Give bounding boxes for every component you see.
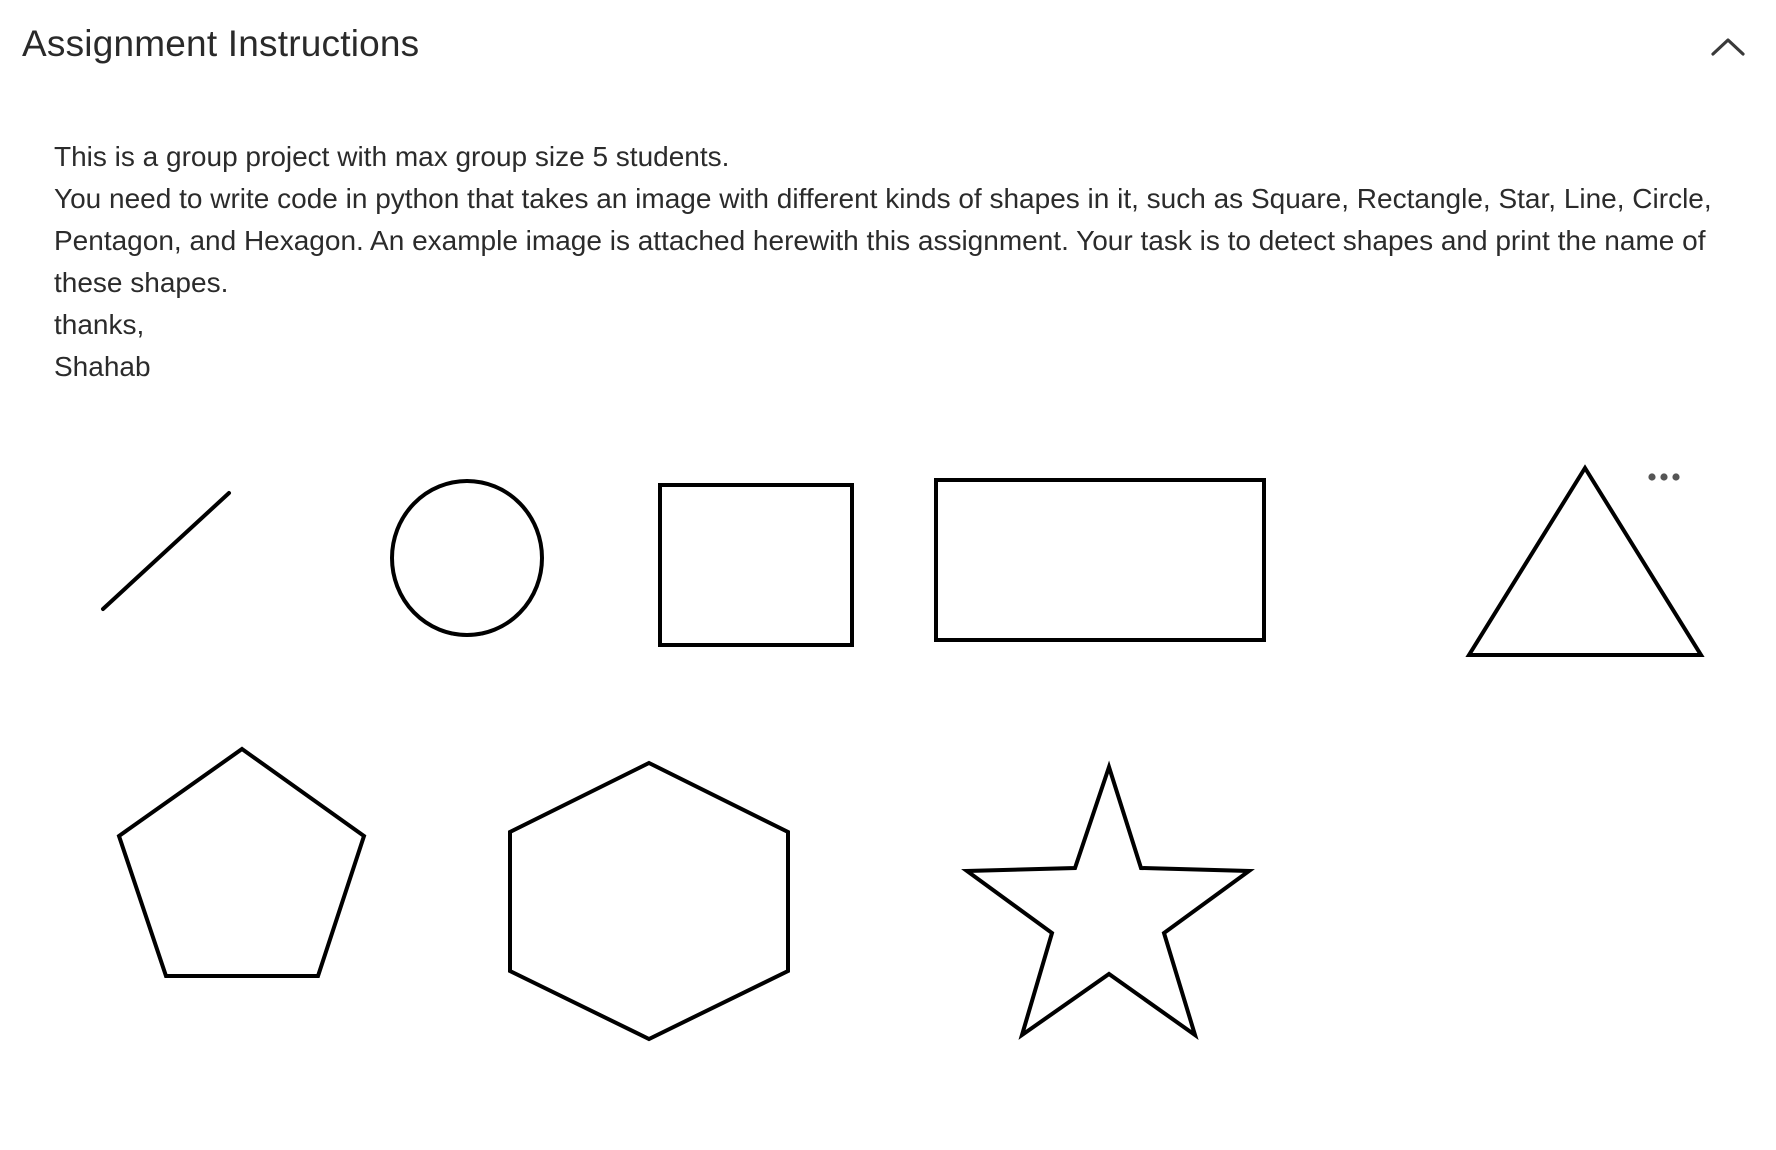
line-shape xyxy=(103,493,229,609)
star-shape xyxy=(967,767,1249,1035)
hexagon-shape xyxy=(510,763,788,1039)
instruction-line: thanks, xyxy=(54,309,145,340)
circle-shape xyxy=(392,481,542,635)
triangle-shape xyxy=(1469,468,1701,655)
collapse-button[interactable] xyxy=(1704,28,1752,64)
rectangle-shape xyxy=(936,480,1264,640)
more-options-button[interactable] xyxy=(1640,460,1688,494)
square-shape xyxy=(660,485,852,645)
chevron-up-icon xyxy=(1710,35,1746,57)
shapes-image xyxy=(54,440,1754,1080)
instructions-body xyxy=(54,136,1754,388)
instruction-line: This is a group project with max group size 5 students. xyxy=(54,141,730,172)
section-title: Assignment Instructions xyxy=(22,23,420,64)
instruction-signature: Shahab xyxy=(54,351,151,382)
more-horizontal-icon xyxy=(1646,472,1682,482)
instruction-line: You need to write code in python that takes an image with different kinds of shapes in it, such as Square, Rectangle, Star, Line, Circle, Pentagon, and Hexagon. An example image is attached herewith this assignment. Your task is to detect shapes and print the name of these shapes. xyxy=(54,183,1712,298)
pentagon-shape xyxy=(119,749,364,976)
assignment-instructions-header xyxy=(0,0,1776,92)
attached-shapes-image xyxy=(54,440,1754,1080)
